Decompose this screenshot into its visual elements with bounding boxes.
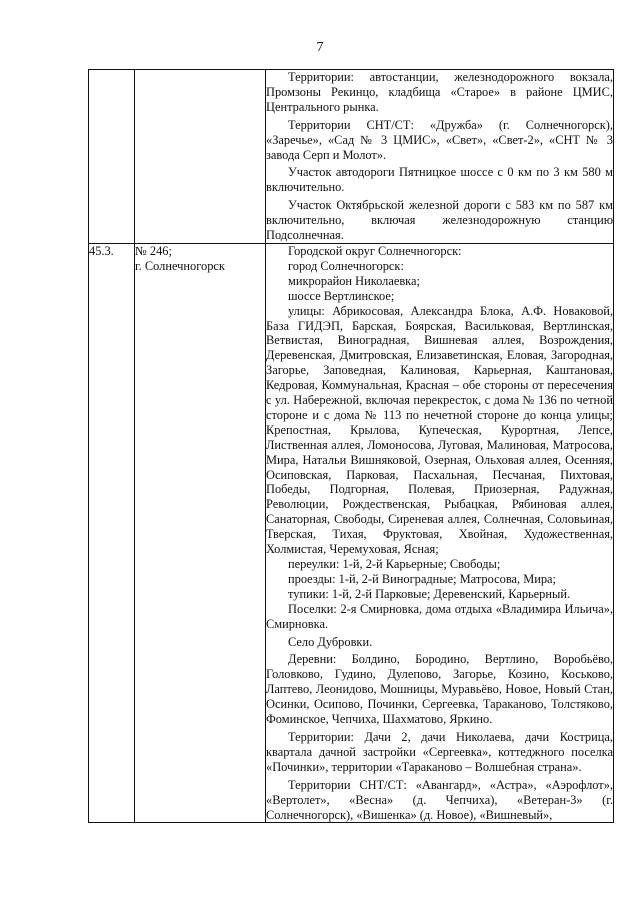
snt-paragraph: Территории СНТ/СТ: «Авангард», «Астра», «Аэрофлот», «Вертолет», «Весна» (д. Чепчиха), «Ветеран-3» (г. Солнечногорск), «Вишенка» (д. Новое), «Вишневый»,	[266, 777, 613, 822]
row-description-cell	[266, 70, 614, 244]
railway-paragraph: Участок Октябрьской железной дороги с 583 км по 587 км включительно, включая железнодорожную станцию Подсолнечная.	[266, 198, 613, 243]
table-row	[89, 70, 614, 244]
row-number: 45.3.	[89, 243, 114, 258]
row-name-cell	[135, 243, 266, 822]
row-name-cell	[135, 70, 266, 244]
villages-paragraph: Деревни: Болдино, Бородино, Вертлино, Воробьёво, Головково, Гудино, Дулепово, Загорье, Козино, Коськово, Лаптево, Леонидово, Мошницы, Муравьёво, Новое, Новый Стан, Осинки, Осипово, Починки, Сергеевка, Тараканово, Толстяково, Фоминское, Чепчиха, Шахматово, Яркино.	[266, 652, 613, 727]
districts-table	[88, 69, 614, 823]
lanes-paragraph: переулки: 1-й, 2-й Карьерные; Свободы;	[288, 557, 501, 571]
deadends-paragraph: тупики: 1-й, 2-й Парковые; Деревенский, Карьерный.	[288, 586, 571, 601]
row-description-cell	[266, 243, 614, 822]
streets-paragraph: улицы: Абрикосовая, Александра Блока, А.Ф. Новаковой, База ГИДЭП, Барская, Боярская, Васильковая, Вертлинская, Ветвистая, Виноградная, Вишневая аллея, Возрождения, Деревенская, Дмитровская, Елизаветинская, Еловая, Загородная, Загорье, Заповедная, Калиновая, Карьерная, Каштановая, Кедровая, Коммунальная, Красная – обе стороны от пересечения с ул. Набережной, включая перекресток, с дома № 136 по четной стороне и с дома № 113 по нечетной стороне до конца улицы; Крепостная, Крылова, Купеческая, Курортная, Лепсе, Лиственная аллея, Ломоносова, Луговая, Малиновая, Матросова, Мира, Натальи Вишняковой, Озерная, Ольховая аллея, Осенняя, Осиповская, Парковая, Пасхальная, Песчаная, Пихтовая, Победы, Подгорная, Полевая, Приозерная, Радужная, Революции, Рождественская, Рыбацкая, Рябиновая аллея, Санаторная, Свободы, Сиреневая аллея, Солнечная, Соловьиная, Тверская, Тихая, Фруктовая, Хвойная, Художественная, Холмистая, Черемуховая, Ясная;	[266, 303, 613, 557]
territory-paragraph: Территории: автостанции, железнодорожного вокзала, Промзоны Рекинцо, кладбища «Старое» в районе ЦМИС, Центрального рынка.	[266, 70, 613, 114]
village-paragraph: Село Дубровки.	[288, 634, 373, 649]
district-paragraph: Городской округ Солнечногорск:	[288, 243, 462, 258]
row-number-cell	[89, 70, 135, 244]
passages-paragraph: проезды: 1-й, 2-й Виноградные; Матросова, Мира;	[288, 571, 556, 586]
page-number: 7	[316, 40, 324, 55]
microdistrict-paragraph: микрорайон Николаевка;	[288, 273, 420, 288]
city-paragraph: город Солнечногорск:	[288, 258, 404, 273]
table-row	[89, 243, 614, 822]
row-number-cell	[89, 243, 135, 822]
territories-paragraph: Территории: Дачи 2, дачи Николаева, дачи Кострица, квартала дачной застройки «Сергеевка», коттеджного поселка «Починки», территории «Тараканово – Волшебная страна».	[266, 729, 613, 774]
settlements-paragraph: Поселки: 2-я Смирновка, дома отдыха «Владимира Ильича», Смирновка.	[266, 601, 613, 631]
district-number: № 246;	[135, 243, 172, 258]
road-paragraph: Участок автодороги Пятницкое шоссе с 0 км по 3 км 580 м включительно.	[266, 165, 613, 195]
snt-paragraph: Территории СНТ/СТ: «Дружба» (г. Солнечногорск), «Заречье», «Сад № 3 ЦМИС», «Свет», «Свет-2», «СНТ № 3 завода Серп и Молот».	[266, 117, 613, 162]
district-city: г. Солнечногорск	[135, 259, 225, 274]
highway-paragraph: шоссе Вертлинское;	[288, 288, 395, 303]
